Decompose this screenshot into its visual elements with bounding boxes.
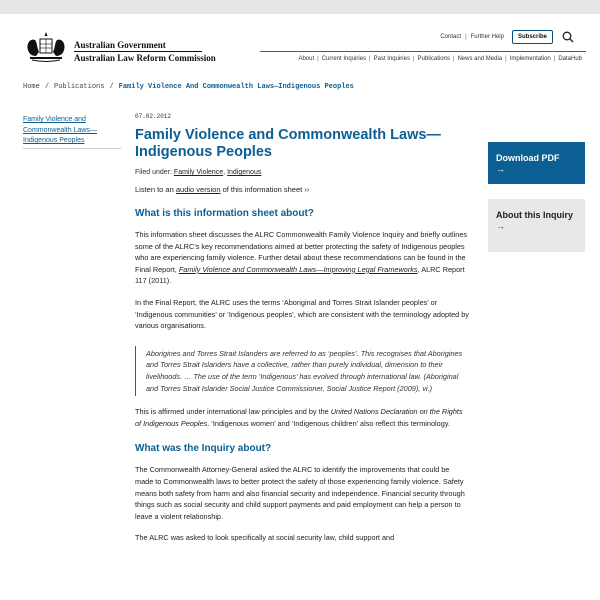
section-heading-about-sheet: What is this information sheet about? xyxy=(135,208,314,219)
intro-text: This information sheet discusses the ALRC Commonwealth Family Violence Inquiry and briefly outlines some of the ALRC’s key recommendations aimed at better protecting the safety of Indigenous peoples who are experiencing family violence. Further detail about these recommendations can be found in the Final Report, xyxy=(135,230,468,274)
subscribe-button[interactable]: Subscribe xyxy=(512,30,553,44)
separator: | xyxy=(317,56,319,62)
separator: | xyxy=(452,56,455,62)
nav-item-news-and-media[interactable]: News and Media xyxy=(457,56,503,62)
international-law-text-end: . ‘Indigenous women’ and ‘Indigenous children’ also reflect this terminology. xyxy=(207,418,450,428)
government-name: Australian Government xyxy=(74,40,166,50)
about-inquiry-label: About this Inquiry xyxy=(496,210,573,220)
search-icon[interactable] xyxy=(562,31,574,43)
breadcrumb xyxy=(23,83,354,91)
separator: | xyxy=(553,56,556,62)
page-title: Family Violence and Commonwealth Laws—Indigenous Peoples xyxy=(135,127,441,160)
section-heading-inquiry: What was the Inquiry about? xyxy=(135,443,272,455)
tag-indigenous[interactable]: Indigenous xyxy=(227,169,262,176)
breadcrumb-separator: / xyxy=(109,83,114,91)
nav-item-publications[interactable]: Publications xyxy=(417,56,450,62)
paragraph-inquiry: The Commonwealth Attorney-General asked the ALRC to identify the improvements that could be made to Commonwealth laws to better protect the safety of those experiencing family violence. Safety means both safety from harm and also financial security and independence. Financial security through things such as social security and child support payments and paid employment can help a person to leave a violent relationship. xyxy=(135,465,465,521)
quote-block: Aborigines and Torres Strait Islanders are referred to as ‘peoples’. This recognises that Aborigines and Torres Strait Islanders have a collective, rather than purely individual, dimension to their livelihoods. … The use of the term ‘Indigenous’ has evolved through international law. (Aboriginal and Torres Strait Islander Social Justice Commissioner, Social Justice Report (2009), vi.) xyxy=(135,346,469,396)
nav-divider xyxy=(260,51,586,52)
logo-divider xyxy=(74,51,202,52)
utility-nav xyxy=(440,30,574,44)
separator: | xyxy=(465,34,467,40)
breadcrumb-current: Family Violence And Commonwealth Laws—Indigenous Peoples xyxy=(118,83,354,91)
filed-label: Filed under: xyxy=(135,169,172,176)
listen-suffix: of this information sheet ›› xyxy=(222,185,310,194)
nav-item-current-inquiries[interactable]: Current Inquiries xyxy=(321,56,367,62)
audio-version-link[interactable]: audio version xyxy=(175,185,221,194)
tag-family-violence[interactable]: Family Violence xyxy=(173,169,224,176)
separator: | xyxy=(412,56,415,62)
site-logo[interactable] xyxy=(22,30,216,64)
intro-text-end: , ALRC Report 117 (2011). xyxy=(135,264,465,286)
filed-under: Filed under: Family Violence, Indigenous xyxy=(135,169,262,176)
coat-of-arms-icon xyxy=(22,30,70,64)
top-utility-strip xyxy=(0,0,600,14)
breadcrumb-publications[interactable]: Publications xyxy=(54,83,105,91)
sidebar-page-link[interactable]: Family Violence and Commonwealth Laws—Indigenous Peoples xyxy=(23,116,97,144)
paragraph-international-law xyxy=(135,406,469,429)
further-help-link[interactable]: Further Help xyxy=(470,34,504,40)
contact-link[interactable]: Contact xyxy=(440,34,462,40)
paragraph-intro xyxy=(135,229,469,287)
audio-version xyxy=(135,185,469,194)
nav-item-about[interactable]: About xyxy=(298,56,315,62)
final-report-reference: Family Violence and Commonwealth Laws—Improving Legal Frameworks xyxy=(178,264,418,274)
publish-date: 07.02.2012 xyxy=(135,113,172,120)
main-nav xyxy=(298,56,582,62)
sidebar-divider xyxy=(23,148,121,149)
nav-item-implementation[interactable]: Implementation xyxy=(509,56,551,62)
breadcrumb-home[interactable]: Home xyxy=(23,83,40,91)
separator: | xyxy=(369,56,371,62)
un-declaration-title: United Nations Declaration on the Rights of Indigenous Peoples xyxy=(135,407,463,428)
arrow-right-icon: → xyxy=(496,164,505,174)
arrow-right-icon: → xyxy=(496,221,505,231)
article xyxy=(135,113,469,544)
download-pdf-label: Download PDF xyxy=(496,153,560,163)
listen-prefix: Listen to an xyxy=(135,185,174,194)
download-pdf-card[interactable] xyxy=(488,142,585,184)
nav-item-datahub[interactable]: DataHub xyxy=(558,56,582,62)
about-inquiry-card[interactable] xyxy=(488,199,585,252)
nav-item-past-inquiries[interactable]: Past Inquiries xyxy=(373,56,410,62)
international-law-text: This is affirmed under international law principles and by the xyxy=(135,407,329,417)
breadcrumb-separator: / xyxy=(44,83,50,91)
separator: | xyxy=(505,56,507,62)
organisation-name: Australian Law Reform Commission xyxy=(74,53,216,63)
paragraph-scope: The ALRC was asked to look specifically at social security law, child support and xyxy=(135,533,395,543)
paragraph-terminology: In the Final Report, the ALRC uses the terms ‘Aboriginal and Torres Strait Islander peoples’ or ‘Indigenous communities’ or ‘Indigenous peoples’, which are consistent with the terminology adopted by various organisations. xyxy=(135,297,469,331)
